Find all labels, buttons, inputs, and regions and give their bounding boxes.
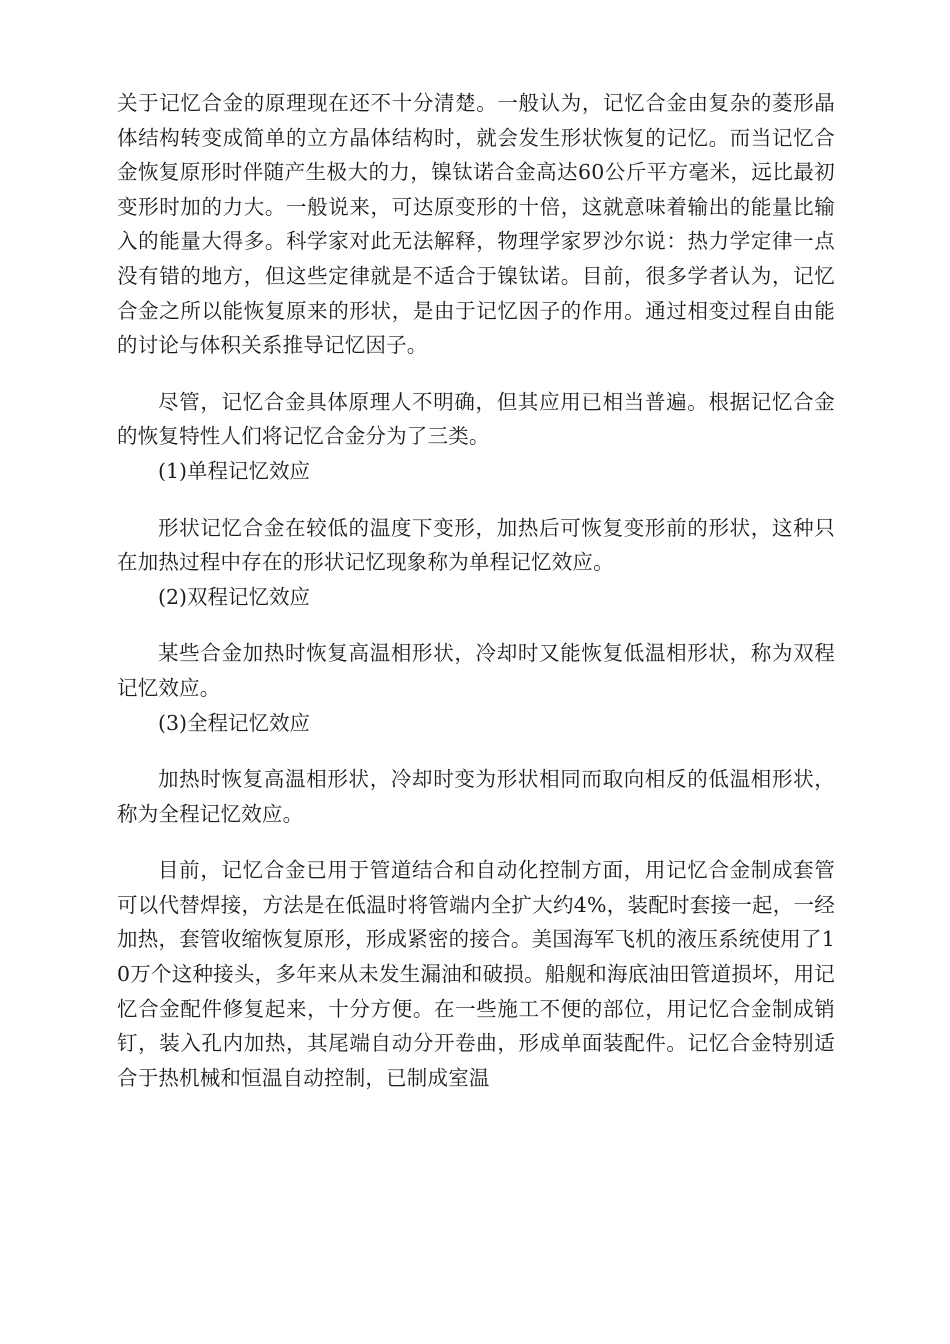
heading-two-way-effect: (2)双程记忆效应 [158, 584, 311, 609]
paragraph-applications: 目前，记忆合金已用于管道结合和自动化控制方面，用记忆合金制成套管可以代替焊接，方法是在低温时将管端内全扩大约4%，装配时套接一起，一经加热，套管收缩恢复原形，形成紧密的接合。美国海军飞机的液压系统使用了10万个这种接头，多年来从未发生漏油和破损。船舰和海底油田管道损坏，用记忆合金配件修复起来，十分方便。在一些施工不便的部位，用记忆合金制成销钉，装入孔内加热，其尾端自动分开卷曲，形成单面装配件。记忆合金特别适合于热机械和恒温自动控制，已制成室温 [117, 858, 835, 1090]
document-page [117, 86, 835, 1095]
heading-one-way-effect: (1)单程记忆效应 [158, 458, 311, 483]
heading-all-round-effect: (3)全程记忆效应 [158, 710, 311, 735]
paragraph-principle: 关于记忆合金的原理现在还不十分清楚。一般认为，记忆合金由复杂的菱形晶体结构转变成简单的立方晶体结构时，就会发生形状恢复的记忆。而当记忆合金恢复原形时伴随产生极大的力，镍钛诺合金高达60公斤平方毫米，远比最初变形时加的力大。一般说来，可达原变形的十倍，这就意味着输出的能量比输入的能量大得多。科学家对此无法解释，物理学家罗沙尔说：热力学定律一点没有错的地方，但这些定律就是不适合于镍钛诺。目前，很多学者认为，记忆合金之所以能恢复原来的形状，是由于记忆因子的作用。通过相变过程自由能的讨论与体积关系推导记忆因子。 [117, 91, 835, 358]
paragraph-one-way-effect: 形状记忆合金在较低的温度下变形，加热后可恢复变形前的形状，这种只在加热过程中存在的形状记忆现象称为单程记忆效应。 [117, 515, 835, 575]
paragraph-two-way-effect: 某些合金加热时恢复高温相形状，冷却时又能恢复低温相形状，称为双程记忆效应。 [117, 641, 835, 700]
paragraph-all-round-effect: 加热时恢复高温相形状，冷却时变为形状相同而取向相反的低温相形状，称为全程记忆效应。 [117, 767, 835, 826]
paragraph-classification-intro: 尽管，记忆合金具体原理人不明确，但其应用已相当普遍。根据记忆合金的恢复特性人们将记忆合金分为了三类。 [117, 389, 835, 449]
